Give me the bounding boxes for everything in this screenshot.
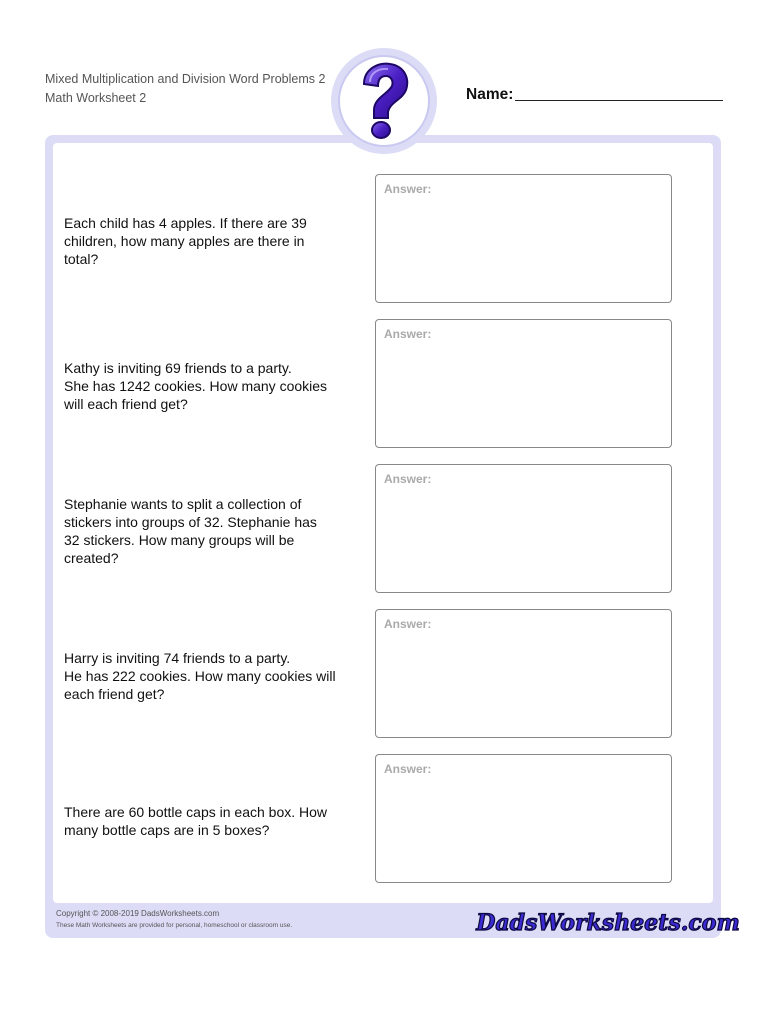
- answer-box[interactable]: [375, 609, 672, 738]
- problem-text: [64, 214, 356, 268]
- problem-text: [64, 803, 356, 839]
- problem-line: Stephanie wants to split a collection of: [64, 496, 302, 512]
- dadsworksheets-logo[interactable]: [476, 903, 740, 939]
- problem-text: [64, 649, 356, 703]
- question-mark-icon: [354, 60, 414, 142]
- problem-line: children, how many apples are there in: [64, 233, 305, 249]
- problem-line: will each friend get?: [64, 396, 188, 412]
- problem-line: There are 60 bottle caps in each box. How: [64, 804, 328, 820]
- problem-line: each friend get?: [64, 686, 165, 702]
- answer-label: Answer:: [384, 762, 432, 776]
- problem-text: [64, 359, 356, 413]
- problem-line: stickers into groups of 32. Stephanie has: [64, 514, 317, 530]
- answer-label: Answer:: [384, 472, 432, 486]
- worksheet-title: Mixed Multiplication and Division Word Problems 2: [45, 72, 326, 86]
- answer-box[interactable]: [375, 464, 672, 593]
- problem-text: [64, 495, 356, 567]
- problem-line: He has 222 cookies. How many cookies will: [64, 668, 336, 684]
- answer-label: Answer:: [384, 327, 432, 341]
- name-label: Name:: [466, 86, 514, 103]
- name-line: [515, 100, 723, 101]
- answer-box[interactable]: [375, 754, 672, 883]
- logo-text: DadsWorksheets.com: [476, 910, 740, 936]
- problem-line: 32 stickers. How many groups will be: [64, 532, 295, 548]
- problem-line: Kathy is inviting 69 friends to a party.: [64, 360, 292, 376]
- problem-line: Each child has 4 apples. If there are 39: [64, 215, 307, 231]
- copyright-text: Copyright © 2008-2019 DadsWorksheets.com: [56, 909, 220, 918]
- problem-line: She has 1242 cookies. How many cookies: [64, 378, 328, 394]
- answer-box[interactable]: [375, 174, 672, 303]
- problem-line: Harry is inviting 74 friends to a party.: [64, 650, 291, 666]
- usage-note: These Math Worksheets are provided for personal, homeschool or classroom use.: [56, 922, 293, 929]
- problem-line: many bottle caps are in 5 boxes?: [64, 822, 270, 838]
- answer-box[interactable]: [375, 319, 672, 448]
- problem-line: total?: [64, 251, 99, 267]
- answer-label: Answer:: [384, 617, 432, 631]
- problem-line: created?: [64, 550, 119, 566]
- answer-label: Answer:: [384, 182, 432, 196]
- worksheet-subtitle: Math Worksheet 2: [45, 91, 147, 105]
